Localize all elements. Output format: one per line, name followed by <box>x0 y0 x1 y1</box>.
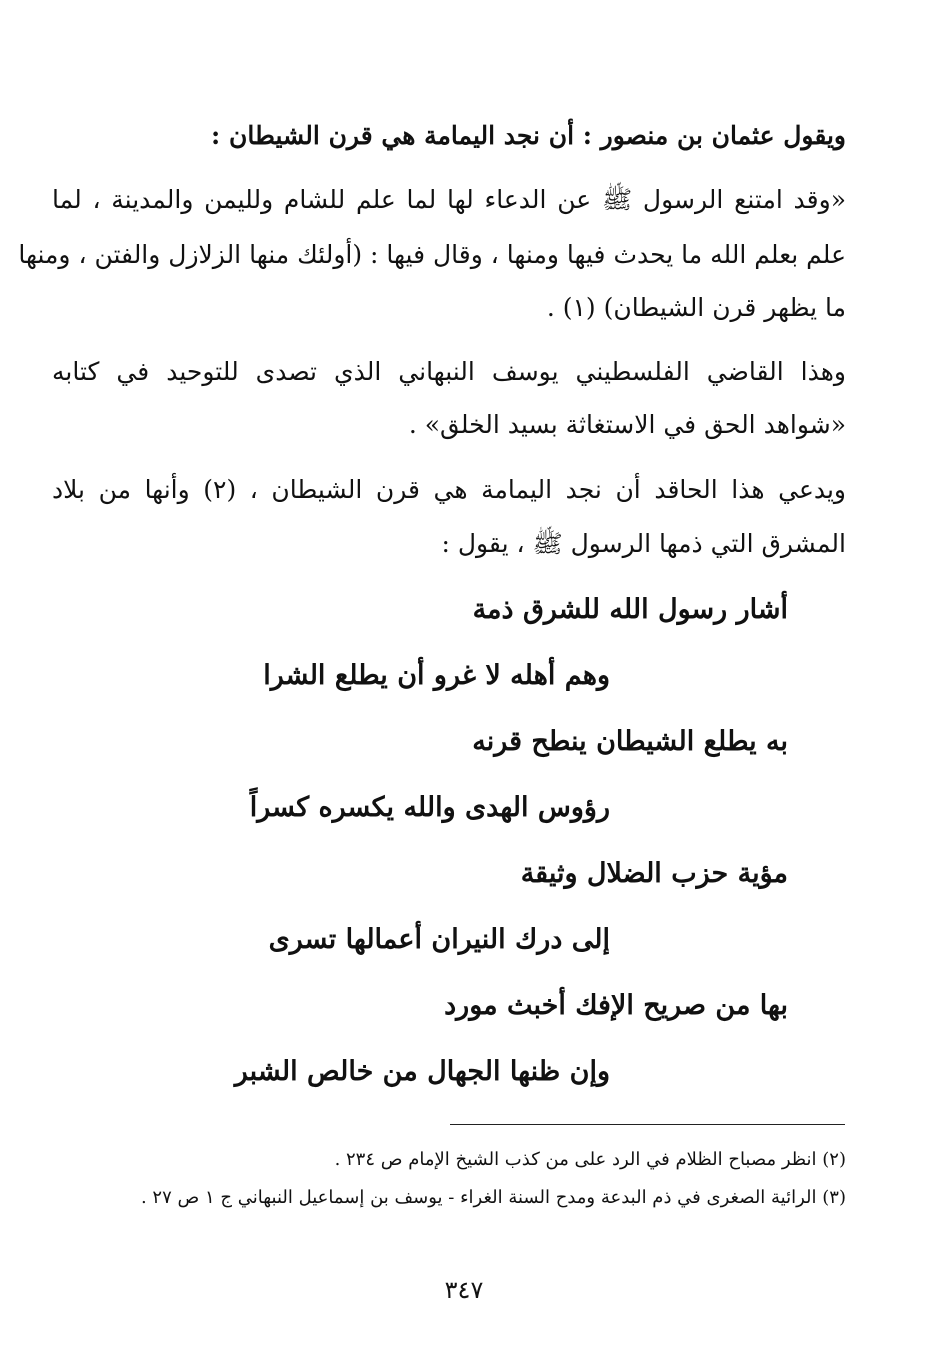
paragraph-2-line-1: وهذا القاضي الفلسطيني يوسف النبهاني الذي تصدى للتوحيد في كتابه <box>52 357 846 386</box>
verse-8: وإن ظنها الجهال من خالص الشبر <box>234 1056 610 1087</box>
paragraph-1-line-3: ما يظهر قرن الشيطان) (١) . <box>546 293 846 322</box>
verse-5: مؤية حزب الضلال وثيقة <box>520 858 788 889</box>
footnote-2: (٢) انظر مصباح الظلام في الرد على من كذب الشيخ الإمام ص ٢٣٤ . <box>334 1149 846 1170</box>
verse-2: وهم أهله لا غرو أن يطلع الشرا <box>263 660 610 691</box>
paragraph-3-line-2: المشرق التي ذمها الرسول ﷺ ، يقول : <box>441 529 846 558</box>
footnote-3: (٣) الرائية الصغرى في ذم البدعة ومدح السنة الغراء - يوسف بن إسماعيل النبهاني ج ١ ص ٢٧ . <box>140 1187 846 1208</box>
paragraph-1-line-1: «وقد امتنع الرسول ﷺ عن الدعاء لها لما علم للشام ولليمن والمدينة ، لما <box>52 185 847 214</box>
verse-1: أشار رسول الله للشرق ذمة <box>472 594 788 625</box>
paragraph-1-line-2: علم بعلم الله ما يحدث فيها ومنها ، وقال فيها : (أولئك منها الزلازل والفتن ، ومنها <box>18 240 846 269</box>
footnote-separator <box>450 1124 845 1125</box>
verse-6: إلى درك النيران أعمالها تسرى <box>268 924 610 955</box>
paragraph-3-line-1: ويدعي هذا الحاقد أن نجد اليمامة هي قرن الشيطان ، (٢) وأنها من بلاد <box>52 475 847 504</box>
verse-7: بها من صريح الإفك أخبث مورد <box>444 990 788 1021</box>
verse-4: رؤوس الهدى والله يكسره كسراً <box>249 792 610 823</box>
section-heading: ويقول عثمان بن منصور : أن نجد اليمامة هي قرن الشيطان : <box>211 121 846 150</box>
paragraph-2-line-2: «شواهد الحق في الاستغاثة بسيد الخلق» . <box>408 410 846 439</box>
verse-3: به يطلع الشيطان ينطح قرنه <box>472 726 788 757</box>
page-number: ٣٤٧ <box>444 1276 484 1304</box>
